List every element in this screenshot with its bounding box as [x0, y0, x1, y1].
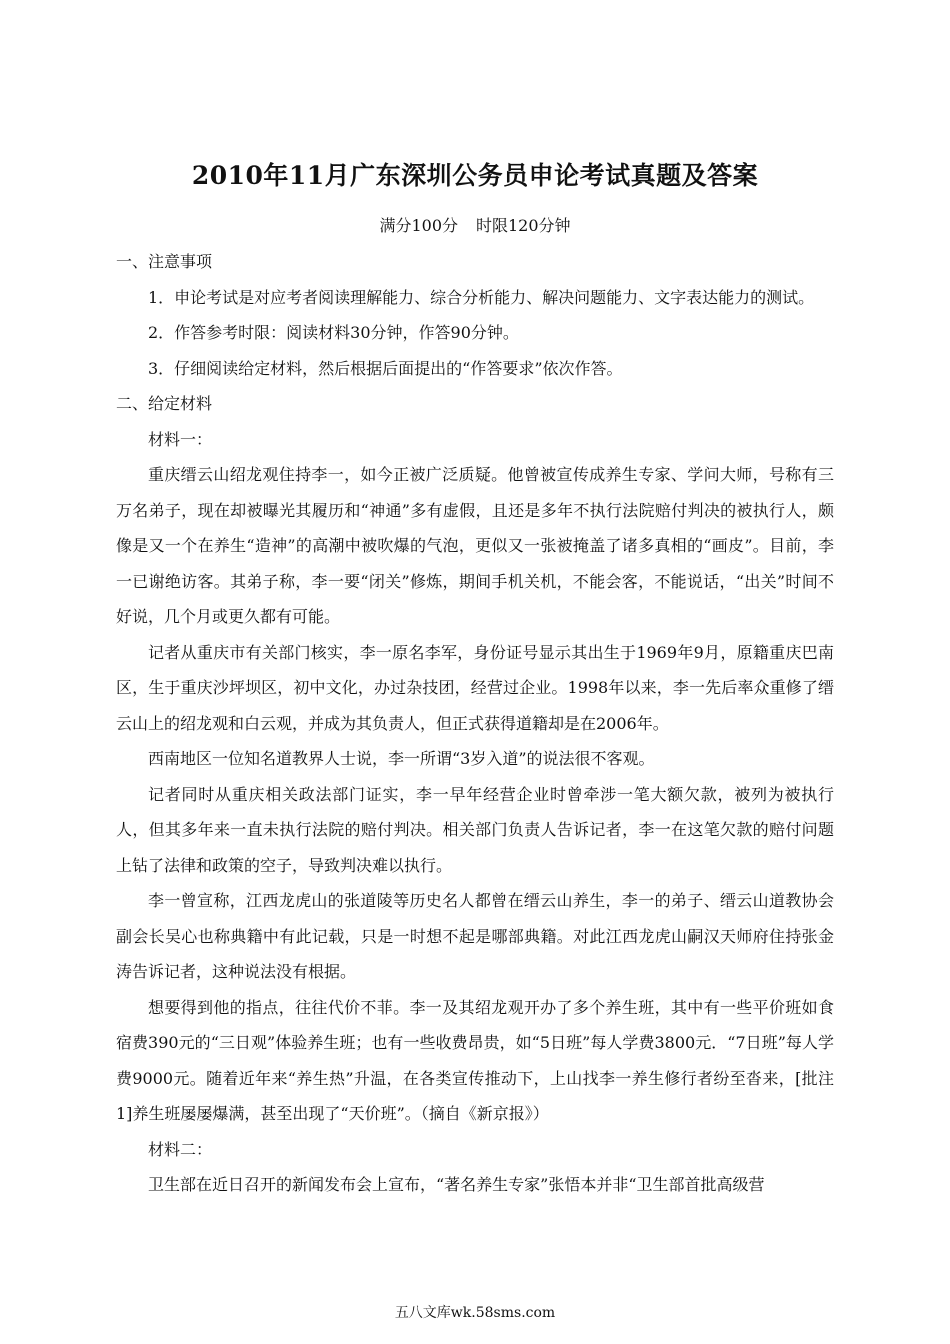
notice-item: 2．作答参考时限：阅读材料30分钟，作答90分钟。 — [148, 323, 519, 342]
time-info: 时限120分钟 — [476, 216, 571, 235]
notice-heading: 一、注意事项 — [116, 252, 213, 271]
score-info: 满分100分 — [379, 216, 458, 235]
material1-paragraph: 西南地区一位知名道教界人士说，李一所谓“3岁入道”的说法很不客观。 — [148, 749, 655, 768]
material1-paragraph: 想要得到他的指点，往往代价不菲。李一及其绍龙观开办了多个养生班，其中有一些平价班如食宿费390元的“三日观”体验养生班；也有一些收费昂贵，如“5日班”每人学费3800元．“7日班”每人学费9000元。随着近年来“养生热”升温，在各类宣传推动下，上山找李一养生修行者纷至沓来，[批注1]养生班屡屡爆满，甚至出现了“天价班”。（摘自《新京报》） — [116, 997, 834, 1123]
material1-label: 材料一： — [148, 429, 213, 449]
material1-paragraph: 重庆缙云山绍龙观住持李一，如今正被广泛质疑。他曾被宣传成养生专家、学问大师，号称有三万名弟子，现在却被曝光其履历和“神通”多有虚假，且还是多年不执行法院赔付判决的被执行人，颇像是又一个在养生“造神”的高潮中被吹爆的气泡，更似又一张被掩盖了诸多真相的“画皮”。目前，李一已谢绝访客。其弟子称，李一要“闭关”修炼，期间手机关机，不能会客，不能说话，“出关”时间不好说，几个月或更久都有可能。 — [116, 465, 834, 626]
page-title: 2010年11月广东深圳公务员申论考试真题及答案 — [191, 161, 759, 190]
notice-item: 1．申论考试是对应考者阅读理解能力、综合分析能力、解决问题能力、文字表达能力的测试。 — [148, 287, 815, 307]
document-body — [116, 244, 834, 1203]
materials-heading: 二、给定材料 — [116, 394, 213, 413]
notice-item: 3．仔细阅读给定材料，然后根据后面提出的“作答要求”依次作答。 — [148, 358, 623, 378]
material1-paragraph: 记者从重庆市有关部门核实，李一原名李军，身份证号显示其出生于1969年9月，原籍重庆巴南区，生于重庆沙坪坝区，初中文化，办过杂技团，经营过企业。1998年以来，李一先后率众重修了缙云山上的绍龙观和白云观，并成为其负责人，但正式获得道籍却是在2006年。 — [116, 642, 834, 733]
material1-paragraph: 李一曾宣称，江西龙虎山的张道陵等历史名人都曾在缙云山养生，李一的弟子、缙云山道教协会副会长吴心也称典籍中有此记载，只是一时想不起是哪部典籍。对此江西龙虎山嗣汉天师府住持张金涛告诉记者，这种说法没有根据。 — [116, 891, 834, 981]
material2-label: 材料二： — [148, 1139, 213, 1159]
material1-paragraph: 记者同时从重庆相关政法部门证实，李一早年经营企业时曾牵涉一笔大额欠款，被列为被执行人，但其多年来一直未执行法院的赔付判决。相关部门负责人告诉记者，李一在这笔欠款的赔付问题上钻了法律和政策的空子，导致判决难以执行。 — [116, 784, 834, 875]
material2-paragraph: 卫生部在近日召开的新闻发布会上宣布，“著名养生专家”张悟本并非“卫生部首批高级营 — [148, 1175, 765, 1194]
exam-info — [0, 213, 950, 236]
footer-watermark: 五八文库wk.58sms.com — [394, 1305, 556, 1321]
